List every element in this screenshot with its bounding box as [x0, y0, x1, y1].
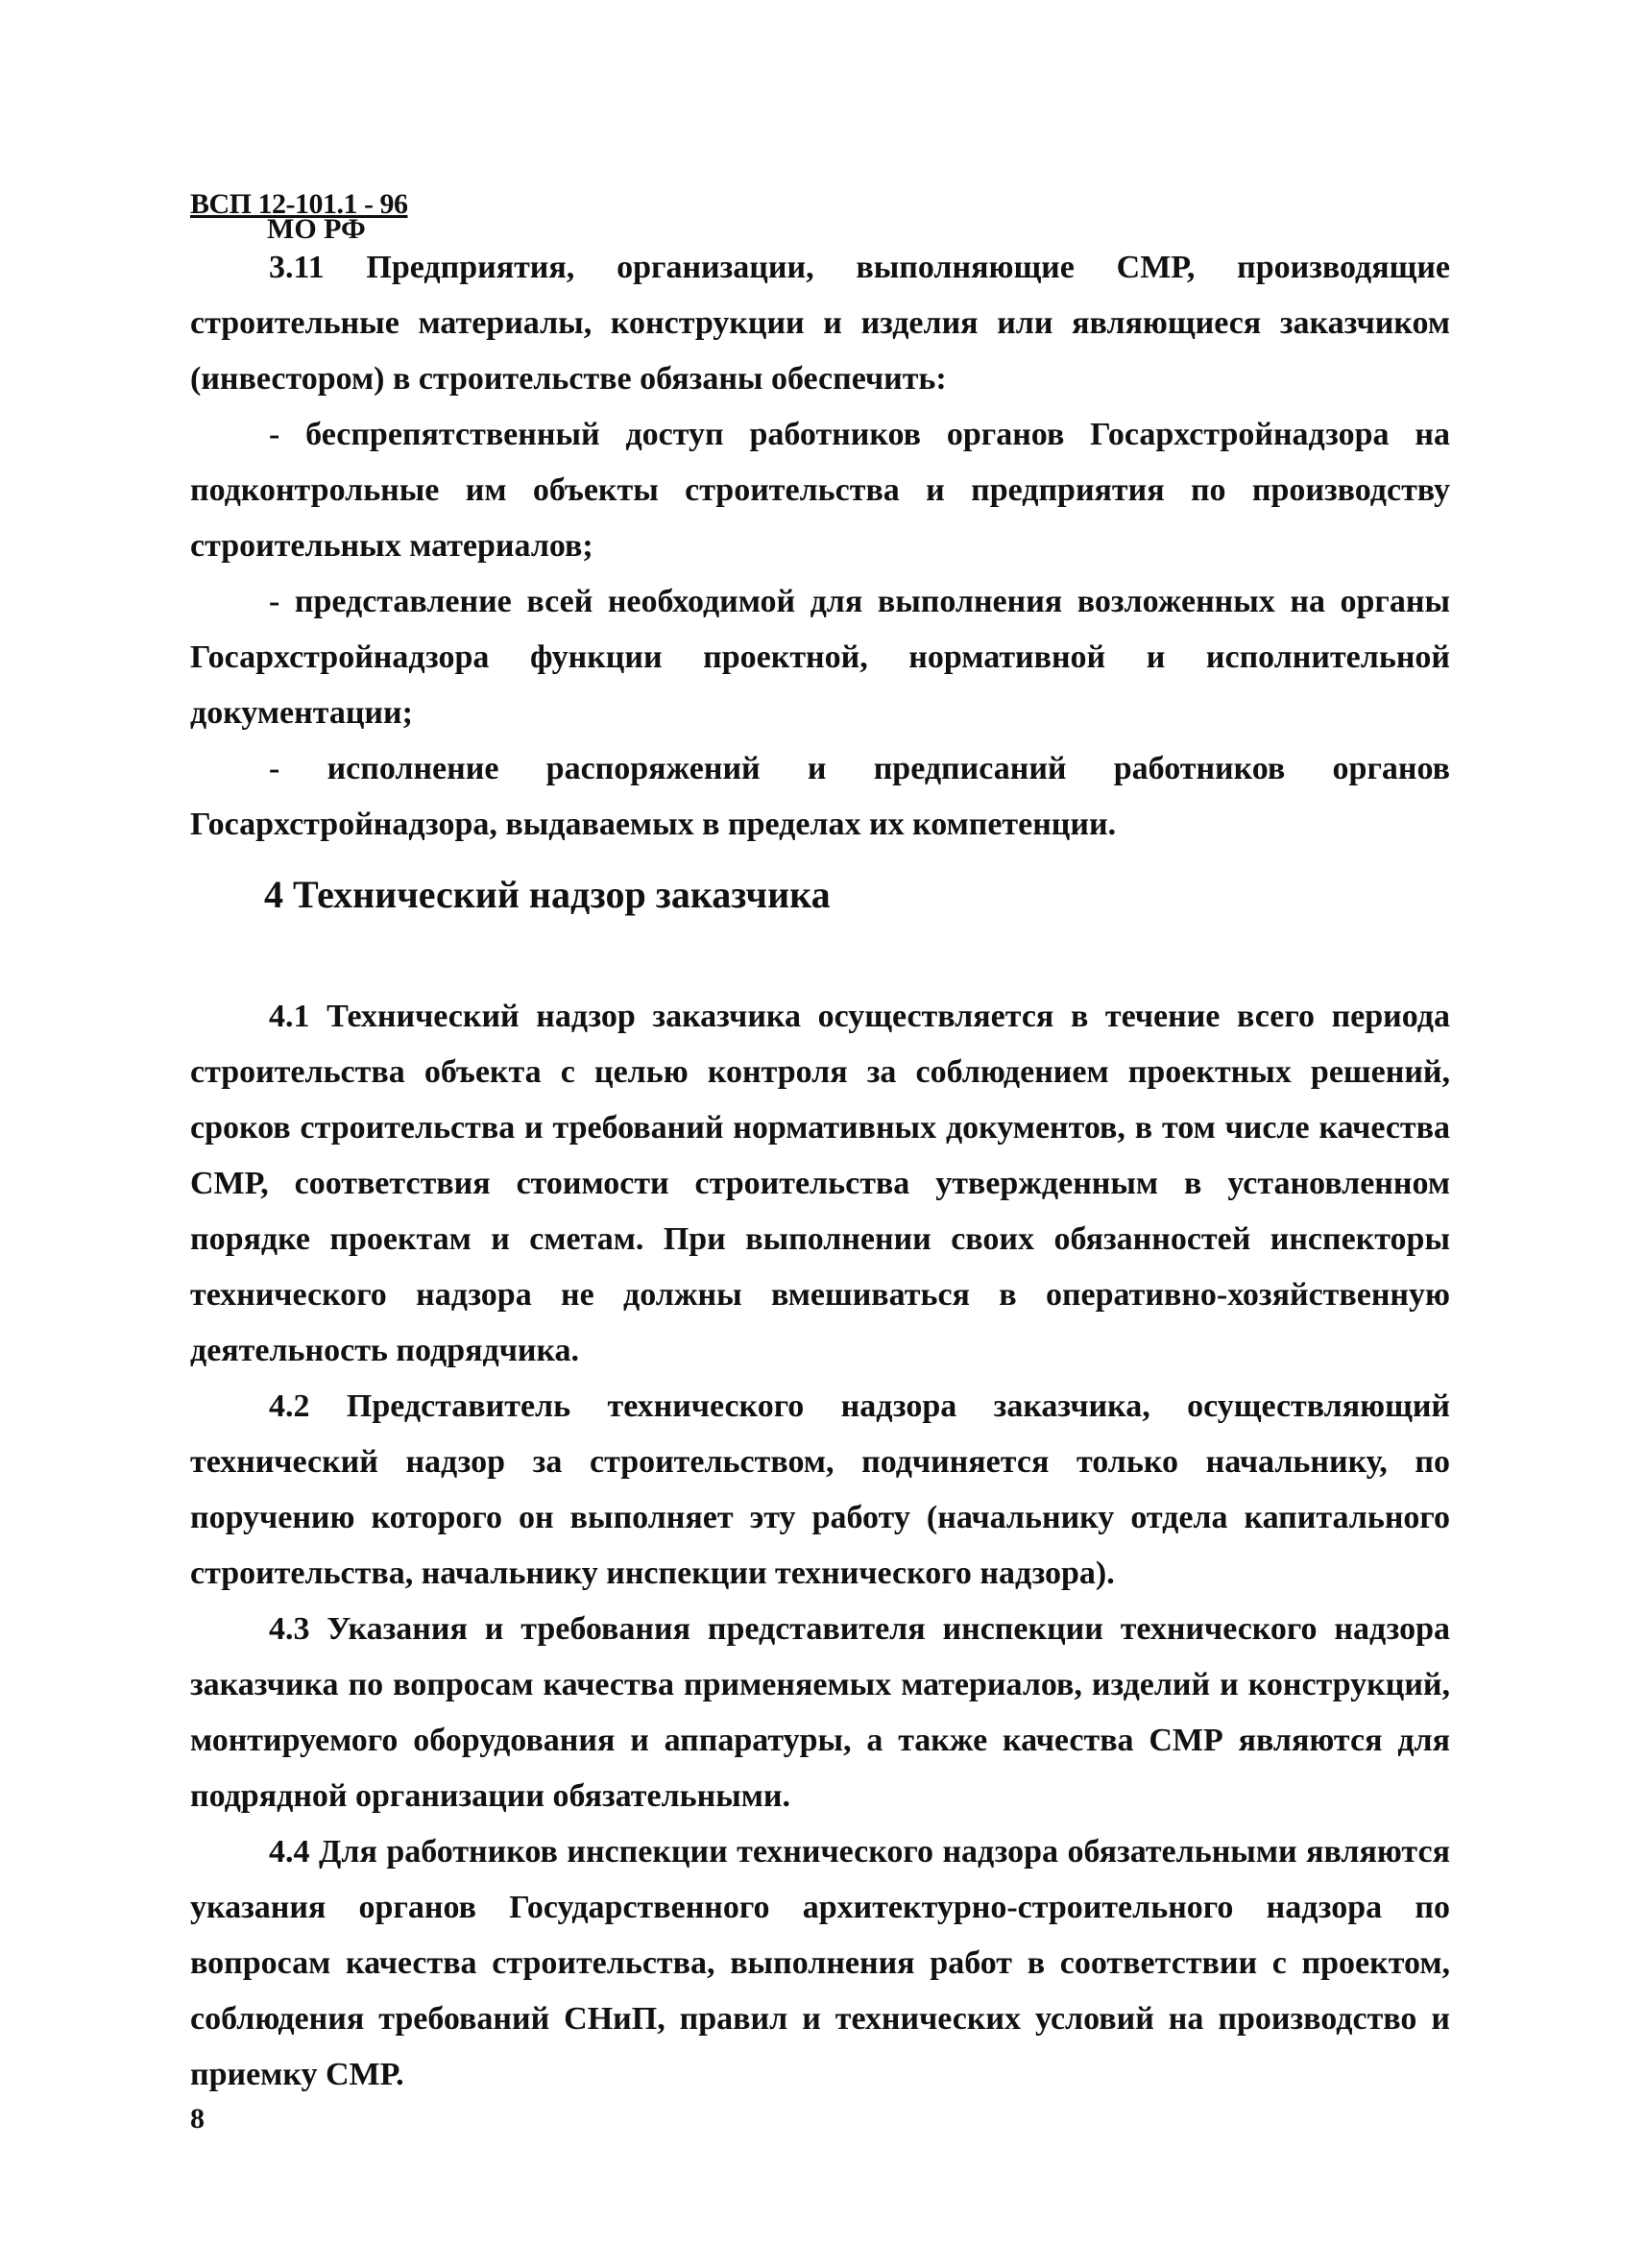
- section-4-heading: 4 Технический надзор заказчика: [264, 873, 831, 916]
- paragraph-4-4: 4.4 Для работников инспекции технического надзора обязательными являются указания органов Государственного архитектурно-строительного надзора по вопросам качества строительства, выполнения работ в соответствии с проектом, соблюдения требований СНиП, правил и технических условий на производство и приемку СМР.: [190, 1834, 1450, 2092]
- paragraph-4-2: 4.2 Представитель технического надзора заказчика, осуществляющий технический надзор за строительством, подчиняется только начальнику, по поручению которого он выполняет эту работу (начальнику отдела капитального строительства, начальнику инспекции технического надзора).: [190, 1388, 1450, 1591]
- list-item-orders: - исполнение распоряжений и предписаний работников органов Госархстройнадзора, выдаваемых в пределах их компетенции.: [190, 751, 1450, 842]
- page-number: 8: [190, 2103, 205, 2135]
- list-item-documents: - представление всей необходимой для выполнения возложенных на органы Госархстройнадзора функции проектной, нормативной и исполнительной документации;: [190, 584, 1450, 731]
- paragraph-4-1: 4.1 Технический надзор заказчика осуществляется в течение всего периода строительства объекта с целью контроля за соблюдением проектных решений, сроков строительства и требований нормативных документов, в том числе качества СМР, соответствия стоимости строительства утвержденным в установленном порядке проектам и сметам. При выполнении своих обязанностей инспекторы технического надзора не должны вмешиваться в оперативно-хозяйственную деятельность подрядчика.: [190, 999, 1450, 1368]
- section-3-block: [190, 240, 1450, 853]
- section-4-block: [190, 989, 1450, 2103]
- document-code: ВСП 12-101.1 - 96: [190, 188, 408, 220]
- paragraph-4-3: 4.3 Указания и требования представителя инспекции технического надзора заказчика по вопросам качества применяемых материалов, изделий и конструкций, монтируемого оборудования и аппаратуры, а также качества СМР являются для подрядной организации обязательными.: [190, 1611, 1450, 1814]
- list-item-access: - беспрепятственный доступ работников органов Госархстройнадзора на подконтрольные им объекты строительства и предприятия по производству строительных материалов;: [190, 417, 1450, 564]
- paragraph-3-11: 3.11 Предприятия, организации, выполняющие СМР, производящие строительные материалы, конструкции и изделия или являющиеся заказчиком (инвестором) в строительстве обязаны обеспечить:: [190, 250, 1450, 397]
- ministry-label: МО РФ: [267, 213, 366, 245]
